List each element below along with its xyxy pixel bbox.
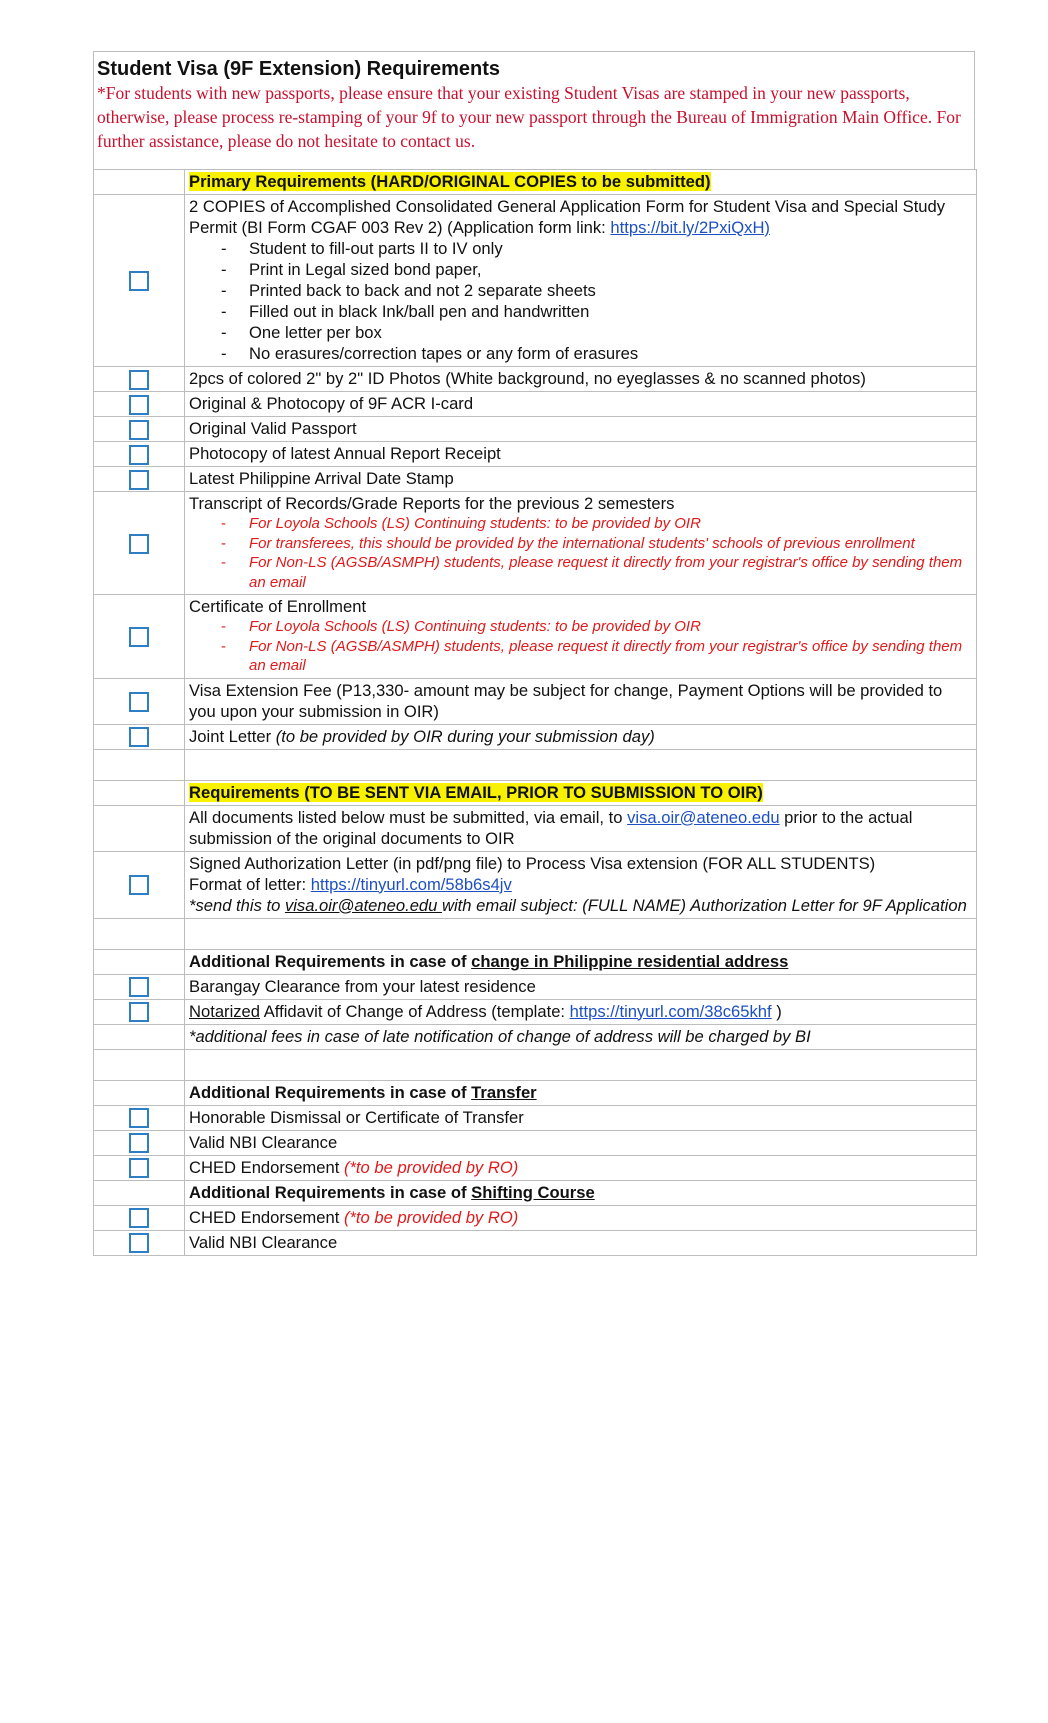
primary-requirements-heading: Primary Requirements (HARD/ORIGINAL COPIES to be submitted) [189, 172, 711, 191]
list-item: - No erasures/correction tapes or any form of erasures [221, 344, 639, 363]
passport-text: Original Valid Passport [185, 417, 977, 442]
checkbox-acr-icard[interactable] [129, 395, 149, 415]
list-item: - Print in Legal sized bond paper, [221, 260, 482, 279]
address-section-heading: Additional Requirements in case of change in Philippine residential address [185, 949, 977, 974]
table-row: Signed Authorization Letter (in pdf/png file) to Process Visa extension (FOR ALL STUDENTS) Format of letter: https://tinyurl.com/58b6s4jv *send this to visa.oir@ateneo.edu with email subject: (FULL NAME) Authorization Letter for 9F Application [94, 851, 977, 918]
table-row [94, 492, 977, 595]
list-item: - Filled out in black Ink/ball pen and handwritten [221, 302, 590, 321]
spacer-row [94, 1049, 977, 1080]
table-row [94, 1130, 977, 1155]
spacer-row [94, 918, 977, 949]
shifting-nbi-text: Valid NBI Clearance [185, 1230, 977, 1255]
list-item: - Printed back to back and not 2 separate sheets [221, 281, 596, 300]
table-row [94, 678, 977, 724]
table-row [94, 1024, 977, 1049]
acr-icard-text: Original & Photocopy of 9F ACR I-card [185, 392, 977, 417]
document-header [93, 51, 975, 169]
nbi-clearance-text: Valid NBI Clearance [185, 1130, 977, 1155]
table-row [94, 442, 977, 467]
email-link[interactable]: visa.oir@ateneo.edu [627, 807, 780, 827]
table-row [94, 195, 977, 367]
checkbox-transcript[interactable] [129, 534, 149, 554]
table-row [94, 392, 977, 417]
requirements-table [93, 169, 977, 1256]
list-item: - For Non-LS (AGSB/ASMPH) students, please request it directly from your registrar's office by sending them an email [221, 637, 963, 674]
table-row [94, 1105, 977, 1130]
arrival-stamp-text: Latest Philippine Arrival Date Stamp [185, 467, 977, 492]
passport-notice: *For students with new passports, please ensure that your existing Student Visas are stamped in your new passports, otherwise, please process re-stamping of your 9f to your new passport through the Bureau of Immigration Main Office. For further assistance, please do not hesitate to contact us. [97, 83, 961, 151]
checkbox-affidavit[interactable] [129, 1002, 149, 1022]
address-fee-note: *additional fees in case of late notification of change of address will be charged by BI [185, 1024, 977, 1049]
honorable-dismissal-text: Honorable Dismissal or Certificate of Transfer [185, 1105, 977, 1130]
table-row [94, 467, 977, 492]
checkbox-joint-letter[interactable] [129, 727, 149, 747]
affidavit-template-link[interactable]: https://tinyurl.com/38c65khf [569, 1001, 772, 1021]
checkbox-honorable-dismissal[interactable] [129, 1108, 149, 1128]
certificate-enrollment-text: Certificate of Enrollment [189, 597, 367, 616]
checkbox-authorization-letter[interactable] [129, 875, 149, 895]
table-row [94, 1180, 977, 1205]
checkbox-ched-endorsement[interactable] [129, 1158, 149, 1178]
transcript-text: Transcript of Records/Grade Reports for the previous 2 semesters [189, 494, 675, 513]
joint-letter-text: Joint Letter [189, 726, 276, 746]
table-row: Notarized Affidavit of Change of Address (template: https://tinyurl.com/38c65khf ) [94, 999, 977, 1024]
table-row: All documents listed below must be submitted, via email, to visa.oir@ateneo.edu prior to the actual submission of the original documents to OIR [94, 805, 977, 851]
annual-report-text: Photocopy of latest Annual Report Receipt [185, 442, 977, 467]
affidavit-notarized: Notarized [189, 1001, 261, 1021]
barangay-clearance-text: Barangay Clearance from your latest residence [185, 974, 977, 999]
checkbox-application-form[interactable] [129, 271, 149, 291]
authorization-note: *send this to visa.oir@ateneo.edu with email subject: (FULL NAME) Authorization Letter for 9F Application [189, 895, 967, 915]
affidavit-text: Affidavit of Change of Address (template: [260, 1001, 570, 1021]
checkbox-shifting-ched[interactable] [129, 1208, 149, 1228]
email-intro-text: All documents listed below must be submitted, via email, to [189, 807, 628, 827]
shifting-section-heading: Additional Requirements in case of Shifting Course [185, 1180, 977, 1205]
table-row [94, 949, 977, 974]
table-row [94, 367, 977, 392]
checkbox-annual-report[interactable] [129, 445, 149, 465]
list-item: - For Non-LS (AGSB/ASMPH) students, please request it directly from your registrar's office by sending them an email [221, 554, 963, 591]
page-title: Student Visa (9F Extension) Requirements [97, 58, 501, 80]
table-row [94, 780, 977, 805]
list-item: - For Loyola Schools (LS) Continuing students: to be provided by OIR [221, 515, 701, 532]
checkbox-nbi-clearance[interactable] [129, 1133, 149, 1153]
table-row [94, 1205, 977, 1230]
requirements-document [93, 51, 975, 1256]
table-row [94, 1155, 977, 1180]
transfer-section-heading: Additional Requirements in case of Transfer [185, 1080, 977, 1105]
visa-fee-text: Visa Extension Fee (P13,330- amount may be subject for change, Payment Options will be provided to you upon your submission in OIR) [185, 678, 977, 724]
email-requirements-heading: Requirements (TO BE SENT VIA EMAIL, PRIOR TO SUBMISSION TO OIR) [189, 782, 763, 802]
list-item: - For transferees, this should be provided by the international students' schools of previous enrollment [221, 534, 915, 552]
ched-endorsement-note: (*to be provided by RO) [343, 1157, 519, 1177]
checkbox-id-photos[interactable] [129, 370, 149, 390]
table-row [94, 595, 977, 679]
authorization-letter-text: Signed Authorization Letter (in pdf/png file) to Process Visa extension (FOR ALL STUDENTS) [189, 853, 876, 873]
table-row [94, 724, 977, 749]
checkbox-passport[interactable] [129, 420, 149, 440]
table-row [94, 1230, 977, 1255]
id-photos-text: 2pcs of colored 2" by 2" ID Photos (White background, no eyeglasses & no scanned photos) [185, 367, 977, 392]
ched-endorsement-text: CHED Endorsement [189, 1157, 344, 1177]
shifting-ched-note: (*to be provided by RO) [343, 1207, 519, 1227]
list-item: - One letter per box [221, 323, 382, 342]
joint-letter-note: (to be provided by OIR during your submission day) [275, 726, 655, 746]
table-row [94, 417, 977, 442]
checkbox-shifting-nbi[interactable] [129, 1233, 149, 1253]
checkbox-certificate-enrollment[interactable] [129, 627, 149, 647]
table-row [94, 974, 977, 999]
application-form-text: 2 COPIES of Accomplished Consolidated General Application Form for Student Visa and Special Study Permit (BI Form CGAF 003 Rev 2) (Application form link: [189, 197, 946, 237]
checkbox-visa-fee[interactable] [129, 692, 149, 712]
checkbox-barangay-clearance[interactable] [129, 977, 149, 997]
shifting-ched-text: CHED Endorsement [189, 1207, 344, 1227]
email-link[interactable]: visa.oir@ateneo.edu [284, 895, 443, 915]
list-item: - Student to fill-out parts II to IV only [221, 239, 503, 258]
application-form-link[interactable]: https://bit.ly/2PxiQxH) [610, 218, 770, 237]
table-row [94, 1080, 977, 1105]
table-row [94, 170, 977, 195]
checkbox-arrival-stamp[interactable] [129, 470, 149, 490]
authorization-format-link[interactable]: https://tinyurl.com/58b6s4jv [310, 874, 512, 894]
spacer-row [94, 749, 977, 780]
list-item: - For Loyola Schools (LS) Continuing students: to be provided by OIR [221, 618, 701, 635]
